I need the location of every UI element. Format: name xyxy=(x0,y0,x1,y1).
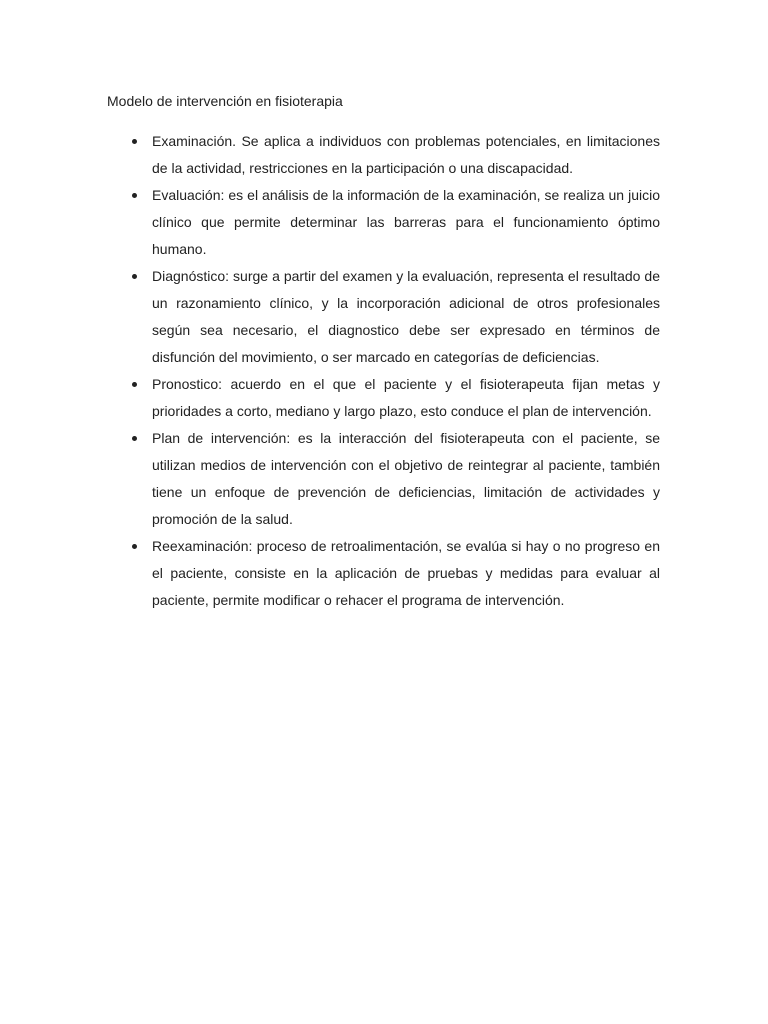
list-item xyxy=(152,182,660,263)
bullet-dot-icon xyxy=(132,193,137,198)
bullet-dot-icon xyxy=(132,274,137,279)
bullet-list xyxy=(152,128,660,614)
list-item xyxy=(152,425,660,533)
bullet-dot-icon xyxy=(132,382,137,387)
list-item xyxy=(152,128,660,182)
bullet-dot-icon xyxy=(132,544,137,549)
list-item-text: Evaluación: es el análisis de la información de la examinación, se realiza un juicio clínico que permite determinar las barreras para el funcionamiento óptimo humano. xyxy=(152,187,660,257)
bullet-dot-icon xyxy=(132,139,137,144)
list-item xyxy=(152,263,660,371)
list-item xyxy=(152,371,660,425)
list-item-text: Examinación. Se aplica a individuos con problemas potenciales, en limitaciones de la actividad, restricciones en la participación o una discapacidad. xyxy=(152,133,660,176)
list-item-text: Reexaminación: proceso de retroalimentación, se evalúa si hay o no progreso en el paciente, consiste en la aplicación de pruebas y medidas para evaluar al paciente, permite modificar o rehacer el programa de intervención. xyxy=(152,538,660,608)
bullet-dot-icon xyxy=(132,436,137,441)
list-item-text: Diagnóstico: surge a partir del examen y la evaluación, representa el resultado de un razonamiento clínico, y la incorporación adicional de otros profesionales según sea necesario, el diagnostico debe ser expresado en términos de disfunción del movimiento, o ser marcado en categorías de deficiencias. xyxy=(152,268,660,365)
list-item-text: Pronostico: acuerdo en el que el paciente y el fisioterapeuta fijan metas y prioridades a corto, mediano y largo plazo, esto conduce el plan de intervención. xyxy=(152,376,660,419)
document-title: Modelo de intervención en fisioterapia xyxy=(107,93,343,109)
list-item xyxy=(152,533,660,614)
list-item-text: Plan de intervención: es la interacción del fisioterapeuta con el paciente, se utilizan medios de intervención con el objetivo de reintegrar al paciente, también tiene un enfoque de prevención de deficiencias, limitación de actividades y promoción de la salud. xyxy=(152,430,660,527)
